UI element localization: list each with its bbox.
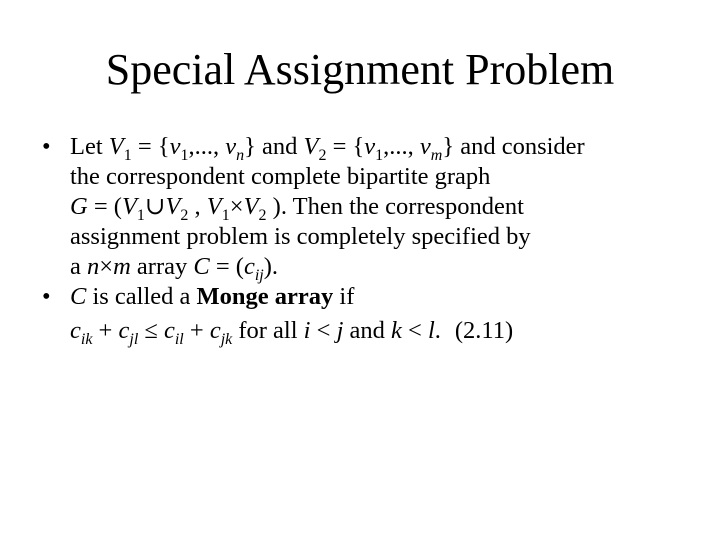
bullet-list	[42, 132, 702, 346]
monge-array-term: Monge array	[196, 283, 334, 310]
bullet1-line-1: Let $V_1 = \{v_1$,..., $v_n$} and $V_2 = \{v_1$,..., $v_m$} and consider	[70, 133, 585, 164]
bullet1-line-4: assignment problem is completely specified by	[70, 223, 531, 250]
bullet1-line-5: a n×m array $C = (c_{ij})$.	[70, 253, 278, 284]
bullet1-line-2: the correspondent complete bipartite graph	[70, 163, 491, 190]
bullet-item-1	[42, 132, 702, 282]
bullet1-line-3: $G = (V_1\cup V_2$ , $V_1\times V_2$ ). Then the correspondent	[70, 193, 524, 224]
bullet-item-2	[42, 282, 702, 346]
bullet2-line-1: C is called a Monge array if	[70, 283, 355, 310]
monge-formula: $c_{ik} + c_{jl} \le c_{il} + c_{jk}$ for all i < j and k < l. (2.11)	[70, 317, 514, 348]
slide-title: Special Assignment Problem	[105, 45, 615, 94]
bullet-dot: •	[42, 133, 51, 160]
bullet-dot: •	[42, 283, 51, 310]
equation-number: (2.11)	[454, 317, 514, 344]
